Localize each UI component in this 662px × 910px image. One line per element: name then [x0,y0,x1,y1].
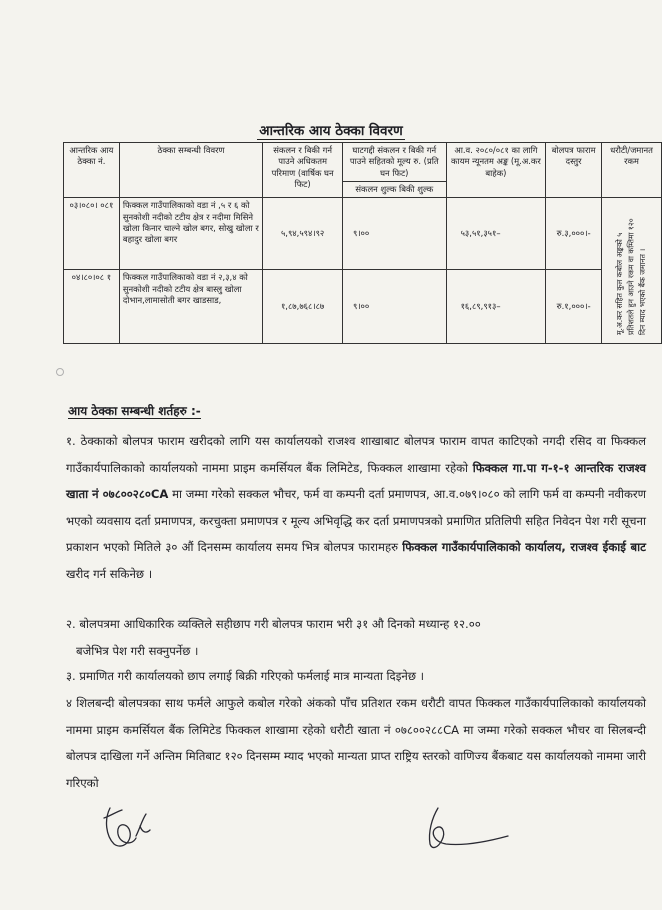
contract-table [63,142,662,344]
document-title: आन्तरिक आय ठेक्का विवरण [259,123,403,139]
table-row [64,270,662,344]
table-header-row [64,143,662,182]
row1-minimum: ५३,५१,३५१– [446,198,546,270]
guarantee-cell [602,198,662,344]
header-minimum-amount: आ.व. २०८०/०८१ का लागि कायम न्यूनतम अङ्क (मू.अ.कर बाहेक) [446,143,546,198]
row1-details: फिक्कल गाउँपालिकाको वडा नं ,५ र ६ को सुनकोशी नदीको टटीय क्षेत्र र नदीमा मिसिने खोला किनार चाल्ने खोल बगर, सोखु खोला र बहादुर खोला बगर [119,198,262,270]
table-row [64,198,662,270]
account-highlight: फिक्कल गा.पा ग-१-१ आन्तरिक राजश्व खाता नं ०७८००२८०CA [66,460,646,501]
condition-3: ३. प्रमाणित गरी कार्यालयको छाप लगाई बिक्री गरिएको फर्मलाई मात्र मान्यता दिइनेछ । [66,669,425,683]
header-rate: घाटगद्दी संकलन र बिकी गर्न पाउने सहितको मूल्य रु. (प्रति घन फिट) [342,143,446,182]
row1-fee: रु.३,०००।- [546,198,602,270]
row2-details: फिक्कल गाउँपालिकाको वडा नं २,३,४ को सुनकोशी नदीको टटीय क्षेत्र बास्लु खोला दोभान,लामासोती बगर खाडसाड, [119,270,262,344]
row1-number: ०३।०८०। ०८१ [64,198,120,270]
condition-4: ४ शिलबन्दी बोलपत्रका साथ फर्मले आफुले कबोल गरेको अंकको पाँच प्रतिशत रकम धरौटी वापत फिक्कल गाउँकार्यपालिकाको कार्यालयको नाममा प्राइम कमर्सियल बैंक लिमिटेड फिक्कल शाखामा रहेको धरौटी खाता नं ०७८००२८८CA मा जम्मा गरेको सक्कल भौचर वा सिलबन्दी बोलपत्र दाखिला गर्ने अन्तिम मितिबाट १२० दिनसम्म म्याद भएको मान्यता प्राप्त राष्ट्रिय स्तरको वाणिज्य बैंकबाट यस कार्यालयको नाममा जारी गरिएको [66,696,646,790]
header-contract-number: आन्तरिक आय ठेक्का नं. [64,143,120,198]
office-highlight: फिक्कल गाउँकार्यपालिकाको कार्यालय, राजश्व ईकाई बाट [402,540,647,554]
condition-1: १. ठेक्काको बोलपत्र फाराम खरीदको लागि यस कार्यालयको राजश्व शाखाबाट बोलपत्र फाराम वापत काटिएको नगदी रसिद वा फिक्कल गाउँकार्यपालिकाको कार्यालयको नाममा प्राइम कमर्सियल बैंक लिमिटेड, फिक्कल शाखामा रहेको फिक्कल गा.पा ग-१-१ आन्तरिक राजश्व खाता नं ०७८००२८०CA मा जम्मा गरेको सक्कल भौचर, फर्म वा कम्पनी दर्ता प्रमाणपत्र, आ.व.०७९।०८० को लागि फर्म वा कम्पनी नवीकरण भएको व्यवसाय दर्ता प्रमाणपत्र, करचुक्ता प्रमाणपत्र र मूल्य अभिवृद्धि कर दर्ता प्रमाणपत्रको प्रमाणित प्रतिलिपी सहित निवेदन पेश गरी सूचना प्रकाशन भएको मितिले ३० औं दिनसम्म कार्यालय समय भित्र बोलपत्र फारामहरु फिक्कल गाउँकार्यपालिकाको कार्यालय, राजश्व ईकाई बाट खरीद गर्न सकिनेछ । [66,434,647,581]
row2-rate: ९।०० [342,270,446,344]
row1-rate: ९।०० [342,198,446,270]
row2-number: ०४।८०।०८ १ [64,270,120,344]
header-contract-details: ठेक्का सम्बन्धी विवरण [119,143,262,198]
header-form-fee: बोलपत्र फाराम दस्तुर [546,143,602,198]
row2-fee: रु.१,०००।- [546,270,602,344]
signature-left [96,796,156,854]
guarantee-text: मू.अ.कर सहित कुल कबोल अङ्कको ५ प्रतिशतले हुन आउने रकम वा कम्तिमा १२० दिन म्याद भएको बैंक जमानत । [615,218,648,335]
conditions-heading: आय ठेक्का सम्बन्धी शर्तहरु :- [68,404,201,418]
condition-2: २. बोलपत्रमा आधिकारिक व्यक्तिले सहीछाप गरी बोलपत्र फाराम भरी ३१ औ दिनको मध्यान्ह १२.०० बजेभित्र पेश गरी सक्नुपर्नेछ । [66,617,481,658]
row1-quantity: ५,९४,५९४।९२ [263,198,343,270]
header-rate-sub: संकलन शुल्क बिकी शुल्क [342,182,446,198]
row2-quantity: १,८७,७६८।८७ [263,270,343,344]
signature-right [420,802,512,854]
header-max-quantity: संकलन र बिकी गर्न पाउने अधिकतम परिमाण (वार्षिक घन फिट) [263,143,343,198]
row2-minimum: १६,८९,९१३– [446,270,546,344]
header-guarantee: धरौटी/जमानत रकम [602,143,662,198]
punch-hole-mark [56,368,64,376]
